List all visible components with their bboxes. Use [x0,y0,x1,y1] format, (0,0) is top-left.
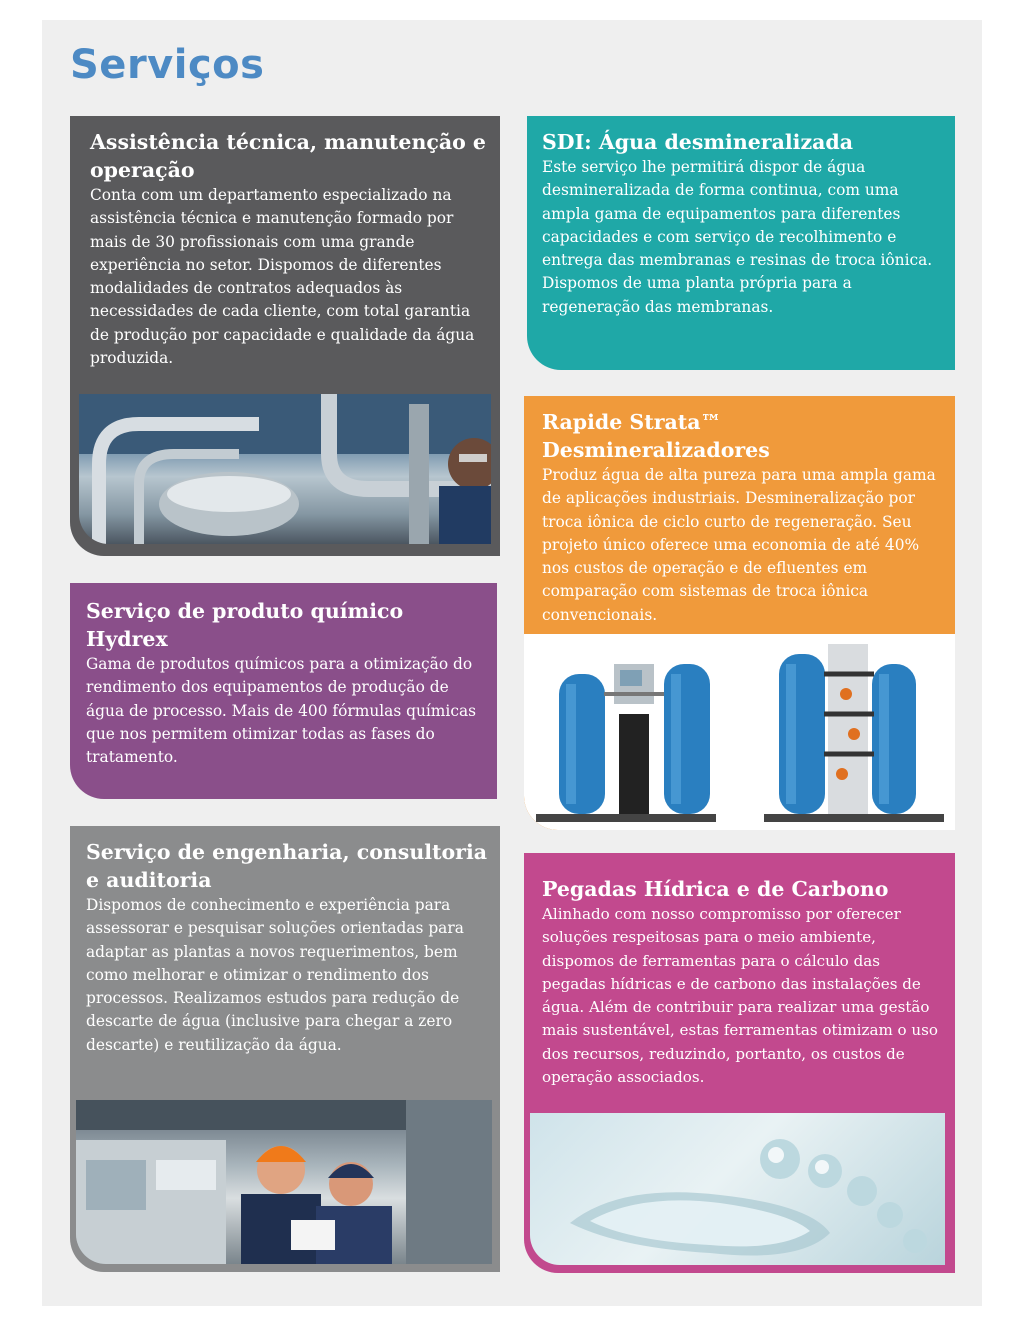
card-title: SDI: Água desmineralizada [542,130,853,154]
card-technical-assistance [70,116,500,556]
card-hydrex [70,583,497,799]
page-title: Serviços [70,42,265,88]
demineralizer-equipment-photo [524,634,955,830]
card-title: Rapide Strata™ Desmineralizadores [542,410,770,462]
card-footprints [524,853,955,1273]
card-engineering [70,826,500,1272]
engineers-illustration [76,1100,492,1264]
card-sdi [527,116,955,370]
card-text: Dispomos de conhecimento e experiência para assessorar e pesquisar soluções orientadas para adaptar as plantas a novos requerimentos, bem como melhorar e otimizar o rendimento dos processos. Realizamos estudos para redução de descarte de água (inclusive para chegar a zero descarte) e reutilização da água. [86,896,464,1054]
engineers-photo [76,1100,492,1264]
water-footprint-photo [530,1113,945,1265]
card-rapide-strata [524,396,955,830]
card-title: Serviço de produto químico Hydrex [86,599,404,651]
card-text: Este serviço lhe permitirá dispor de água desmineralizada de forma continua, com uma ampla gama de equipamentos para diferentes capacidades e com serviço de recolhimento e entrega das membranas e resinas de troca iônica. Dispomos de uma planta própria para a regeneração das membranas. [542,158,933,316]
card-text: Produz água de alta pureza para uma ampla gama de aplicações industriais. Desmineralização por troca iônica de ciclo curto de regeneração. Seu projeto único oferece uma economia de até 40% nos custos de operação e de efluentes em comparação com sistemas de troca iônica convencionais. [542,466,936,624]
card-title: Pegadas Hídrica e de Carbono [542,877,889,901]
card-text: Gama de produtos químicos para a otimização do rendimento dos equipamentos de produção de água de processo. Mais de 400 fórmulas químicas que nos permitem otimizar todas as fases do tratamento. [86,655,477,767]
factory-illustration [79,394,491,544]
footprint-illustration [530,1113,945,1265]
card-title: Assistência técnica, manutenção e operação [90,130,486,182]
factory-worker-photo [79,394,491,544]
demineralizer-illustration [524,634,955,830]
card-title: Serviço de engenharia, consultoria e auditoria [86,840,488,892]
card-text: Alinhado com nosso compromisso por oferecer soluções respeitosas para o meio ambiente, dispomos de ferramentas para o cálculo das pegadas hídricas e de carbono das instalações de água. Além de contribuir para realizar uma gestão mais sustentável, estas ferramentas otimizam o uso dos recursos, reduzindo, portanto, os custos de operação associados. [542,905,938,1087]
card-text: Conta com um departamento especializado na assistência técnica e manutenção formado por mais de 30 profissionais com uma grande experiência no setor. Dispomos de diferentes modalidades de contratos adequados às necessidades de cada cliente, com total garantia de produção por capacidade e qualidade da água produzida. [90,186,475,368]
